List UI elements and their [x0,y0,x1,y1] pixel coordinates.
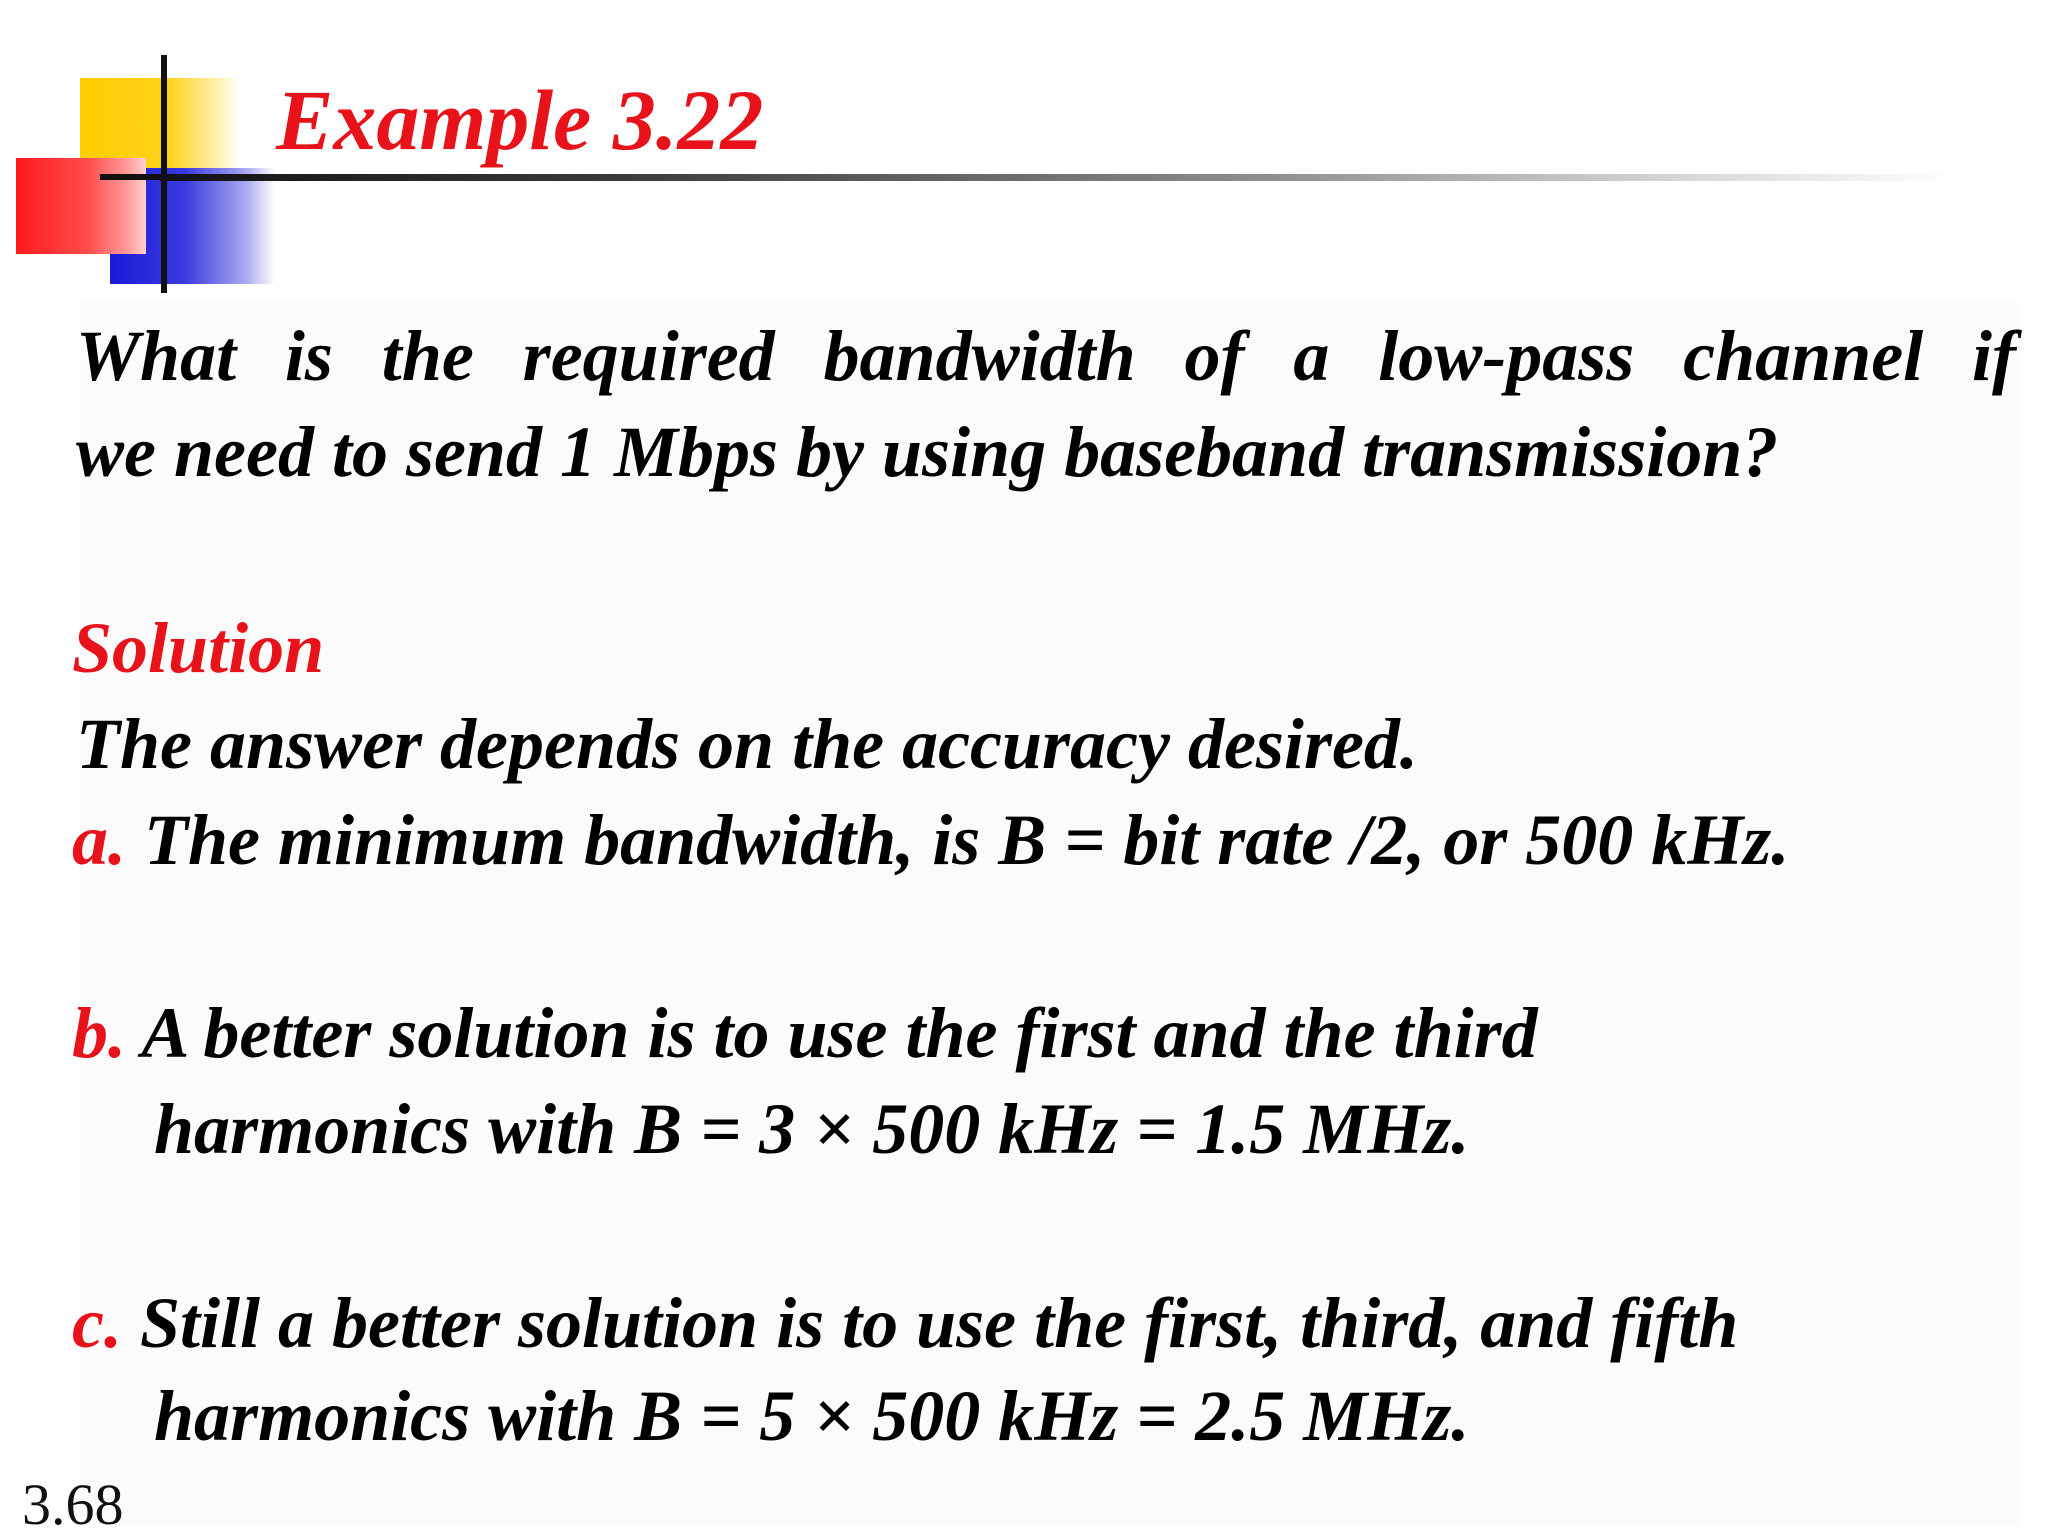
question-line-2: we need to send 1 Mbps by using baseband transmission? [76,412,1779,492]
item-marker-c: c. [72,1283,122,1363]
answer-intro: The answer depends on the accuracy desired. [76,704,1418,784]
page-number: 3.68 [22,1472,124,1536]
logo-red-square [16,158,146,254]
title-underline-rule [160,174,1960,181]
solution-heading: Solution [72,608,325,688]
item-c-text-line-2: harmonics with B = 5 × 500 kHz = 2.5 MHz. [154,1376,1470,1456]
item-marker-a: a. [72,800,126,880]
decorative-logo [0,0,300,300]
slide-title: Example 3.22 [276,72,764,168]
answer-item-b [72,986,1538,1080]
answer-item-a [72,793,1789,887]
question-line-1: What is the required bandwidth of a low-pass channel if [76,316,2016,396]
answer-item-c [72,1276,1738,1370]
item-marker-b: b. [72,993,126,1073]
item-a-text: The minimum bandwidth, is B = bit rate /2, or 500 kHz. [144,800,1790,880]
item-b-text-line-2: harmonics with B = 3 × 500 kHz = 1.5 MHz. [154,1089,1470,1169]
item-c-text-line-1: Still a better solution is to use the first, third, and fifth [139,1283,1739,1363]
item-b-text-line-1: A better solution is to use the first and the third [141,993,1538,1073]
question-text [76,308,2016,500]
